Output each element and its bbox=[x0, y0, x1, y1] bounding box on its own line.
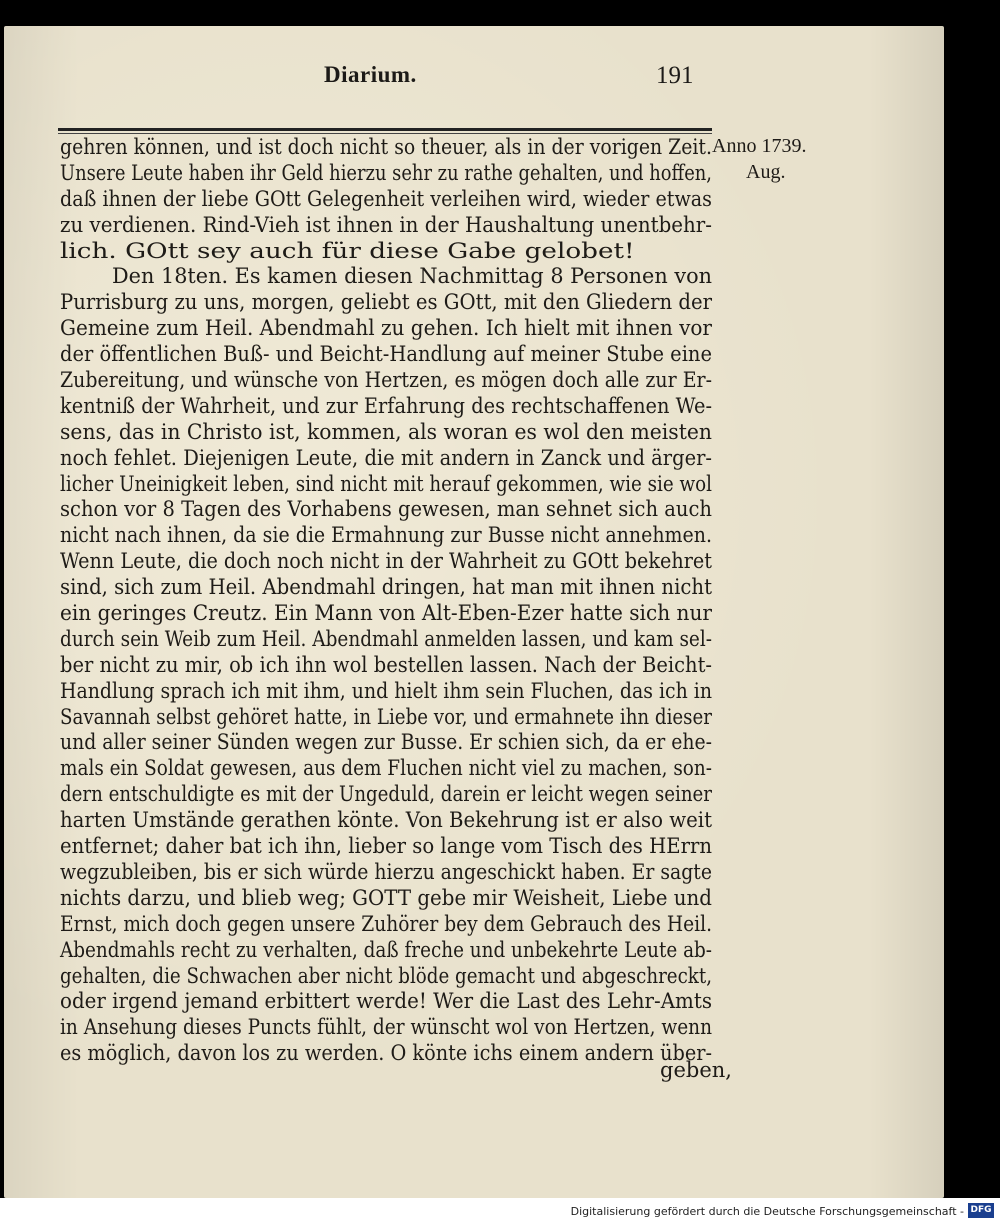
text-line: Unsere Leute haben ihr Geld hierzu sehr zu rathe gehalten, und hoffen, bbox=[60, 160, 712, 185]
text-line: lich. GOtt sey auch für diese Gabe gelobet! bbox=[60, 238, 635, 263]
text-line: Gemeine zum Heil. Abendmahl zu gehen. Ich hielt mit ihnen vor bbox=[60, 316, 712, 341]
text-line: harten Umstände gerathen könte. Von Bekehrung ist er also weit bbox=[60, 808, 712, 833]
text-line: und aller seiner Sünden wegen zur Busse. Er schien sich, da er ehe- bbox=[60, 730, 712, 755]
text-line: Den 18ten. Es kamen diesen Nachmittag 8 Personen von bbox=[112, 264, 712, 289]
text-line: entfernet; daher bat ich ihn, lieber so lange vom Tisch des HErrn bbox=[60, 834, 712, 859]
header-rule bbox=[58, 128, 712, 131]
page-number: 191 bbox=[656, 62, 694, 89]
text-line: Handlung sprach ich mit ihm, und hielt ihm sein Fluchen, das ich in bbox=[60, 678, 712, 703]
text-line: zu verdienen. Rind-Vieh ist ihnen in der Haushaltung unentbehr- bbox=[60, 212, 712, 237]
text-line: Purrisburg zu uns, morgen, geliebt es GOtt, mit den Gliedern der bbox=[60, 290, 712, 315]
text-line: durch sein Weib zum Heil. Abendmahl anmelden lassen, und kam sel- bbox=[60, 626, 712, 651]
catchword: geben, bbox=[660, 1058, 732, 1082]
margin-note-year: Anno 1739. bbox=[712, 135, 807, 157]
text-line: Ernst, mich doch gegen unsere Zuhörer bey dem Gebrauch des Heil. bbox=[60, 911, 712, 936]
text-line: der öffentlichen Buß- und Beicht-Handlung auf meiner Stube eine bbox=[60, 342, 712, 367]
text-line: Abendmahls recht zu verhalten, daß freche und unbekehrte Leute ab- bbox=[60, 937, 712, 962]
text-line: nicht nach ihnen, da sie die Ermahnung zur Busse nicht annehmen. bbox=[60, 523, 712, 548]
page-header bbox=[56, 62, 712, 102]
text-line: noch fehlet. Diejenigen Leute, die mit andern in Zanck und ärger- bbox=[60, 445, 712, 470]
text-line: dern entschuldigte es mit der Ungeduld, darein er leicht wegen seiner bbox=[60, 782, 712, 807]
text-line: Wenn Leute, die doch noch nicht in der Wahrheit zu GOtt bekehret bbox=[60, 549, 712, 574]
text-line: kentniß der Wahrheit, und zur Erfahrung des rechtschaffenen We- bbox=[60, 393, 712, 418]
running-head: Diarium. bbox=[324, 62, 417, 87]
text-line: oder irgend jemand erbittert werde! Wer die Last des Lehr-Amts bbox=[60, 989, 712, 1014]
footer-bar bbox=[0, 1198, 1000, 1226]
text-line: sens, das in Christo ist, kommen, als woran es wol den meisten bbox=[60, 419, 712, 444]
dfg-logo: DFG bbox=[968, 1203, 994, 1218]
text-line: nichts darzu, und blieb weg; GOTT gebe mir Weisheit, Liebe und bbox=[60, 885, 712, 910]
body-text bbox=[60, 135, 714, 1067]
text-line: Zubereitung, und wünsche von Hertzen, es mögen doch alle zur Er- bbox=[60, 368, 712, 393]
text-line: licher Uneinigkeit leben, sind nicht mit herauf gekommen, wie sie wol bbox=[60, 471, 712, 496]
text-line: sind, sich zum Heil. Abendmahl dringen, hat man mit ihnen nicht bbox=[60, 575, 712, 600]
text-line: in Ansehung dieses Puncts fühlt, der wünscht wol von Hertzen, wenn bbox=[60, 1015, 712, 1040]
text-line: schon vor 8 Tagen des Vorhabens gewesen, man sehnet sich auch bbox=[60, 497, 712, 522]
text-line: mals ein Soldat gewesen, aus dem Fluchen nicht viel zu machen, son- bbox=[60, 756, 712, 781]
text-line: daß ihnen der liebe GOtt Gelegenheit verleihen wird, wieder etwas bbox=[60, 186, 712, 211]
text-line: ein geringes Creutz. Ein Mann von Alt-Eben-Ezer hatte sich nur bbox=[60, 601, 712, 626]
text-line: Savannah selbst gehöret hatte, in Liebe vor, und ermahnete ihn dieser bbox=[60, 704, 712, 729]
text-line: wegzubleiben, bis er sich würde hierzu angeschickt haben. Er sagte bbox=[60, 859, 712, 884]
text-line: gehren können, und ist doch nicht so theuer, als in der vorigen Zeit. bbox=[60, 135, 712, 159]
margin-note-month: Aug. bbox=[746, 161, 786, 183]
header-rule-thin bbox=[58, 133, 712, 134]
text-line: gehalten, die Schwachen aber nicht blöde gemacht und abgeschreckt, bbox=[60, 963, 712, 988]
footer-credit: Digitalisierung gefördert durch die Deutsche Forschungsgemeinschaft - bbox=[570, 1205, 964, 1218]
text-line: es möglich, davon los zu werden. O könte ichs einem andern über- bbox=[60, 1041, 712, 1066]
text-line: ber nicht zu mir, ob ich ihn wol bestellen lassen. Nach der Beicht- bbox=[60, 652, 712, 677]
